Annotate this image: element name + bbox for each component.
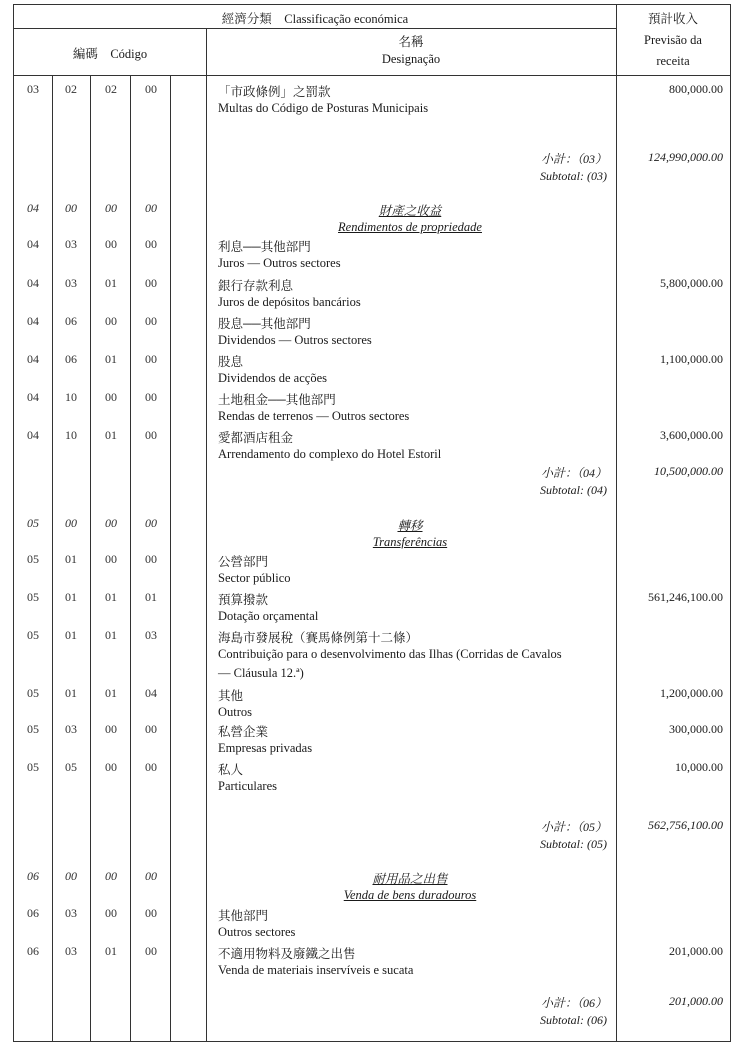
designation-zh: 不適用物料及廢鐵之出售: [218, 947, 356, 961]
designation-pt: Contribuição para o desenvolvimento das Ilhas (Corridas de Cavalos: [218, 647, 562, 661]
designation-zh: 「市政條例」之罰款: [218, 85, 331, 99]
designation-pt: Juros de depósitos bancários: [218, 295, 361, 309]
code-cell: 00: [145, 237, 157, 251]
code-cell: 00: [105, 552, 117, 566]
code-cell: 05: [27, 760, 39, 774]
code-cell: 06: [27, 906, 39, 920]
forecast-heading-zh: 預計收入: [647, 12, 698, 26]
forecast-amount: 10,000.00: [675, 760, 723, 774]
code-cell: 00: [105, 760, 117, 774]
subtotal-amount: 562,756,100.00: [648, 818, 723, 832]
code-cell: 00: [145, 869, 157, 883]
designation-heading-pt: Designação: [381, 52, 441, 66]
code-cell: 00: [145, 201, 157, 215]
code-cell: 04: [145, 686, 157, 700]
code-cell: 01: [65, 686, 77, 700]
code-cell: 01: [105, 428, 117, 442]
code-cell: 00: [105, 869, 117, 883]
designation-zh: 公營部門: [218, 555, 269, 569]
designation-pt: Outros sectores: [218, 925, 296, 939]
forecast-amount: 300,000.00: [669, 722, 723, 736]
code-cell: 00: [145, 390, 157, 404]
designation-zh: 私營企業: [218, 725, 269, 739]
designation-pt: Dividendos — Outros sectores: [218, 333, 372, 347]
classification-heading: 經濟分類 Classificação económica: [221, 12, 409, 26]
code-cell: 00: [65, 869, 77, 883]
code-cell: 03: [65, 722, 77, 736]
code-cell: 02: [65, 82, 77, 96]
designation-pt: Dividendos de acções: [218, 371, 327, 385]
code-cell: 01: [105, 276, 117, 290]
subtotal-amount: 124,990,000.00: [648, 150, 723, 164]
code-cell: 00: [145, 352, 157, 366]
code-col-line-4: [170, 75, 171, 1041]
designation-heading-zh: 名稱: [398, 35, 424, 49]
code-cell: 00: [145, 276, 157, 290]
code-cell: 05: [27, 722, 39, 736]
subtotal-label-zh: 小計：（05）: [540, 820, 607, 834]
code-cell: 03: [65, 906, 77, 920]
code-cell: 04: [27, 201, 39, 215]
forecast-amount: 5,800,000.00: [660, 276, 723, 290]
designation-zh: 土地租金──其他部門: [218, 393, 336, 407]
subtotal-amount: 10,500,000.00: [654, 464, 723, 478]
amount-column-line: [616, 5, 617, 1041]
forecast-amount: 1,100,000.00: [660, 352, 723, 366]
code-cell: 01: [105, 590, 117, 604]
designation-pt: Dotação orçamental: [218, 609, 319, 623]
code-cell: 00: [145, 552, 157, 566]
designation-pt: Arrendamento do complexo do Hotel Estoril: [218, 447, 442, 461]
code-cell: 00: [145, 760, 157, 774]
code-cell: 00: [145, 82, 157, 96]
forecast-heading-pt-2: receita: [656, 54, 690, 68]
code-col-line-3: [130, 75, 131, 1041]
code-cell: 04: [27, 428, 39, 442]
code-cell: 02: [105, 82, 117, 96]
subtotal-label-zh: 小計：（06）: [540, 996, 607, 1010]
code-cell: 01: [65, 590, 77, 604]
designation-zh: 股息: [218, 355, 244, 369]
designation-zh: 其他部門: [218, 909, 269, 923]
section-heading-pt: Transferências: [372, 535, 448, 549]
designation-pt: Particulares: [218, 779, 278, 793]
code-col-line-2: [90, 75, 91, 1041]
designation-pt: Empresas privadas: [218, 741, 313, 755]
code-cell: 04: [27, 390, 39, 404]
code-cell: 06: [27, 944, 39, 958]
designation-zh: 其他: [218, 689, 244, 703]
code-cell: 04: [27, 276, 39, 290]
section-heading-pt: Venda de bens duradouros: [343, 888, 477, 902]
designation-pt: Juros — Outros sectores: [218, 256, 341, 270]
code-cell: 00: [145, 944, 157, 958]
forecast-amount: 1,200,000.00: [660, 686, 723, 700]
designation-pt: Rendas de terrenos — Outros sectores: [218, 409, 410, 423]
header-divider: [14, 28, 616, 29]
designation-pt: Outros: [218, 705, 253, 719]
code-cell: 00: [65, 516, 77, 530]
code-cell: 00: [145, 722, 157, 736]
subtotal-label-pt: Subtotal: (06): [540, 1013, 607, 1027]
code-cell: 01: [105, 686, 117, 700]
forecast-amount: 201,000.00: [669, 944, 723, 958]
code-cell: 00: [105, 516, 117, 530]
code-cell: 00: [145, 428, 157, 442]
code-cell: 03: [65, 276, 77, 290]
forecast-amount: 3,600,000.00: [660, 428, 723, 442]
code-cell: 05: [27, 628, 39, 642]
code-cell: 01: [145, 590, 157, 604]
forecast-amount: 561,246,100.00: [648, 590, 723, 604]
subtotal-label-zh: 小計：（04）: [540, 466, 607, 480]
code-cell: 00: [105, 906, 117, 920]
designation-zh: 銀行存款利息: [218, 279, 294, 293]
code-cell: 06: [65, 314, 77, 328]
code-cell: 00: [105, 314, 117, 328]
code-cell: 01: [105, 628, 117, 642]
code-cell: 05: [27, 686, 39, 700]
section-heading-zh: 財產之收益: [378, 204, 442, 218]
code-col-line-1: [52, 75, 53, 1041]
designation-pt: Venda de materiais inservíveis e sucata: [218, 963, 414, 977]
subtotal-amount: 201,000.00: [669, 994, 723, 1008]
section-heading-pt: Rendimentos de propriedade: [338, 220, 482, 234]
code-cell: 04: [27, 237, 39, 251]
code-heading: 編碼 Código: [72, 47, 148, 61]
code-cell: 00: [65, 201, 77, 215]
code-cell: 01: [65, 628, 77, 642]
code-cell: 00: [105, 237, 117, 251]
designation-pt-continued: — Cláusula 12.ª): [218, 666, 304, 680]
code-cell: 03: [27, 82, 39, 96]
code-cell: 06: [65, 352, 77, 366]
code-cell: 00: [105, 390, 117, 404]
section-heading-zh: 轉移: [397, 519, 423, 533]
code-cell: 00: [105, 201, 117, 215]
code-cell: 10: [65, 390, 77, 404]
code-cell: 03: [65, 237, 77, 251]
code-cell: 04: [27, 314, 39, 328]
subtotal-label-pt: Subtotal: (04): [540, 483, 607, 497]
designation-pt: Sector público: [218, 571, 291, 585]
forecast-amount: 800,000.00: [669, 82, 723, 96]
designation-zh: 私人: [218, 763, 244, 777]
designation-zh: 海島市發展稅（賽馬條例第十二條）: [218, 631, 419, 645]
code-cell: 01: [105, 944, 117, 958]
designation-pt: Multas do Código de Posturas Municipais: [218, 101, 429, 115]
section-heading-zh: 耐用品之出售: [372, 872, 448, 886]
designation-zh: 預算撥款: [218, 593, 269, 607]
code-cell: 01: [105, 352, 117, 366]
code-cell: 05: [27, 516, 39, 530]
subtotal-label-pt: Subtotal: (05): [540, 837, 607, 851]
designation-zh: 利息──其他部門: [218, 240, 311, 254]
code-cell: 06: [27, 869, 39, 883]
code-cell: 00: [145, 906, 157, 920]
code-cell: 03: [145, 628, 157, 642]
code-cell: 03: [65, 944, 77, 958]
code-cell: 04: [27, 352, 39, 366]
code-cell: 05: [65, 760, 77, 774]
designation-zh: 股息──其他部門: [218, 317, 311, 331]
code-cell: 01: [65, 552, 77, 566]
subtotal-label-zh: 小計：（03）: [540, 152, 607, 166]
subtotal-label-pt: Subtotal: (03): [540, 169, 607, 183]
code-cell: 00: [145, 516, 157, 530]
code-cell: 05: [27, 590, 39, 604]
code-cell: 00: [105, 722, 117, 736]
header-bottom-line: [14, 75, 730, 76]
code-cell: 10: [65, 428, 77, 442]
designation-zh: 愛都酒店租金: [218, 431, 294, 445]
code-cell: 00: [145, 314, 157, 328]
code-cell: 05: [27, 552, 39, 566]
forecast-heading-pt-1: Previsão da: [644, 33, 702, 47]
